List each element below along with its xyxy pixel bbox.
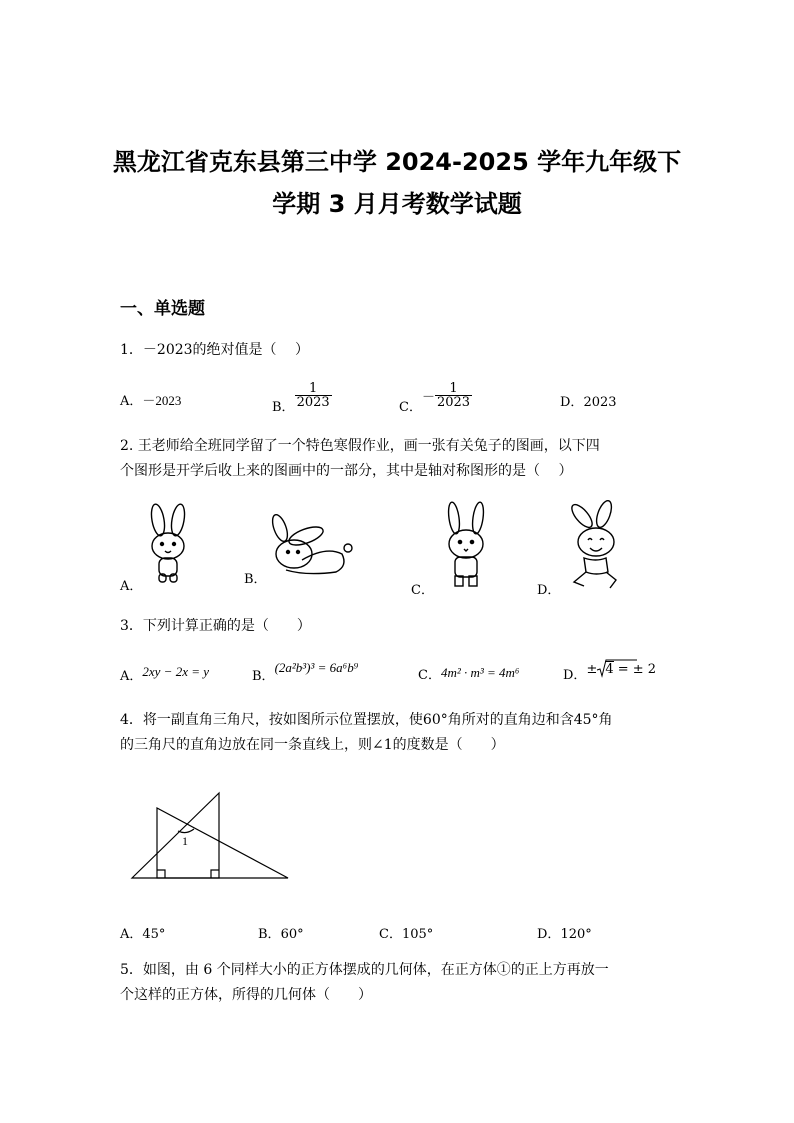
q2-option-b-label[interactable]: B． [244,572,267,587]
rabbit-a-icon [140,500,200,590]
question-2-stem-line-2: 个图形是开学后收上来的图画中的一部分，其中是轴对称图形的是（ ） [120,463,573,479]
doc-title-line-1: 黑龙江省克东县第三中学 2024-2025 学年九年级下 [112,148,682,176]
triangle-rulers-figure [120,785,300,885]
q4-option-a-label: A． [120,927,143,942]
q1-option-d-label: D． [560,395,584,410]
angle-1-label: 1 [182,834,188,848]
q4-option-a[interactable] [120,923,165,942]
q1-option-d[interactable] [560,391,617,410]
q4-option-d-label: D． [537,927,561,942]
q1-option-b[interactable] [272,382,332,415]
rabbit-b-icon [266,510,356,580]
sqrt-icon [597,660,607,678]
q3-option-c[interactable] [418,664,519,683]
q3-option-a-text: 2xy − 2x = y [142,664,210,679]
doc-title-line-2: 学期 3 月月考数学试题 [272,190,522,218]
q1-option-c-denominator: 2023 [436,395,471,410]
q4-option-d-text: 120° [560,927,592,942]
q1-option-c-sign: － [421,390,435,405]
q4-option-c[interactable] [379,923,433,942]
q3-option-b[interactable] [252,660,358,684]
q3-option-d-radical [597,662,613,677]
q1-option-a-label: A． [120,394,143,409]
q1-option-d-text: 2023 [583,395,617,410]
question-5-stem-line-2: 个这样的正方体，所得的几何体（ ） [120,987,372,1003]
q1-option-a[interactable] [120,390,181,409]
q3-option-d-label: D． [563,668,587,683]
section-heading: 一、单选题 [120,299,205,319]
q3-option-a-label: A． [120,669,143,684]
q3-option-b-label: B． [252,669,275,684]
q1-option-c-numerator: 1 [449,381,458,396]
q4-option-c-text: 105° [401,927,434,942]
q3-option-d[interactable] [563,662,656,683]
q3-option-b-text: (2a²b³)³ = 6a⁶b⁹ [274,660,359,675]
q1-option-a-text: －2023 [142,393,182,408]
q4-option-d[interactable] [537,923,592,942]
q1-option-c[interactable] [399,382,472,415]
question-3-stem: 3．下列计算正确的是（ ） [120,618,311,634]
q3-option-c-text: 4m² · m³ = 4m⁶ [440,665,520,680]
q1-option-b-label: B． [272,400,295,415]
q3-option-d-rest: = ± 2 [613,662,657,677]
q3-option-d-pm: ± [586,662,598,677]
q2-option-d-label[interactable]: D． [537,583,561,598]
q1-option-b-denominator: 2023 [296,395,330,410]
q3-option-d-radicand: 4 [605,662,614,677]
q2-option-c-label[interactable]: C． [411,583,434,598]
q1-option-b-numerator: 1 [308,381,318,396]
q4-option-a-text: 45° [142,927,166,942]
q1-option-c-fraction [435,382,472,409]
q3-option-c-label: C． [418,668,441,683]
q2-option-a-label[interactable]: A． [120,579,143,594]
question-5-stem-line-1: 5．如图，由 6 个同样大小的正方体摆成的几何体，在正方体①的正上方再放一 [120,962,609,978]
rabbit-c-icon [438,500,494,592]
rabbit-d-icon [560,500,630,592]
q1-option-c-label: C． [399,400,422,415]
q4-option-b-text: 60° [280,927,304,942]
question-4-stem-line-1: 4．将一副直角三角尺，按如图所示位置摆放，使60°角所对的直角边和含45°角 [120,712,613,728]
q1-option-b-fraction [295,382,332,409]
q4-option-c-label: C． [379,927,402,942]
q4-option-b[interactable] [258,923,304,942]
q3-option-a[interactable] [120,664,209,684]
question-1-stem: 1．－2023的绝对值是（ ） [120,342,309,358]
question-4-stem-line-2: 的三角尺的直角边放在同一条直线上，则∠1的度数是（ ） [120,737,505,753]
question-2-stem-line-1: 2. 王老师给全班同学留了一个特色寒假作业，画一张有关兔子的图画，以下四 [120,438,600,454]
q4-option-b-label: B． [258,927,281,942]
